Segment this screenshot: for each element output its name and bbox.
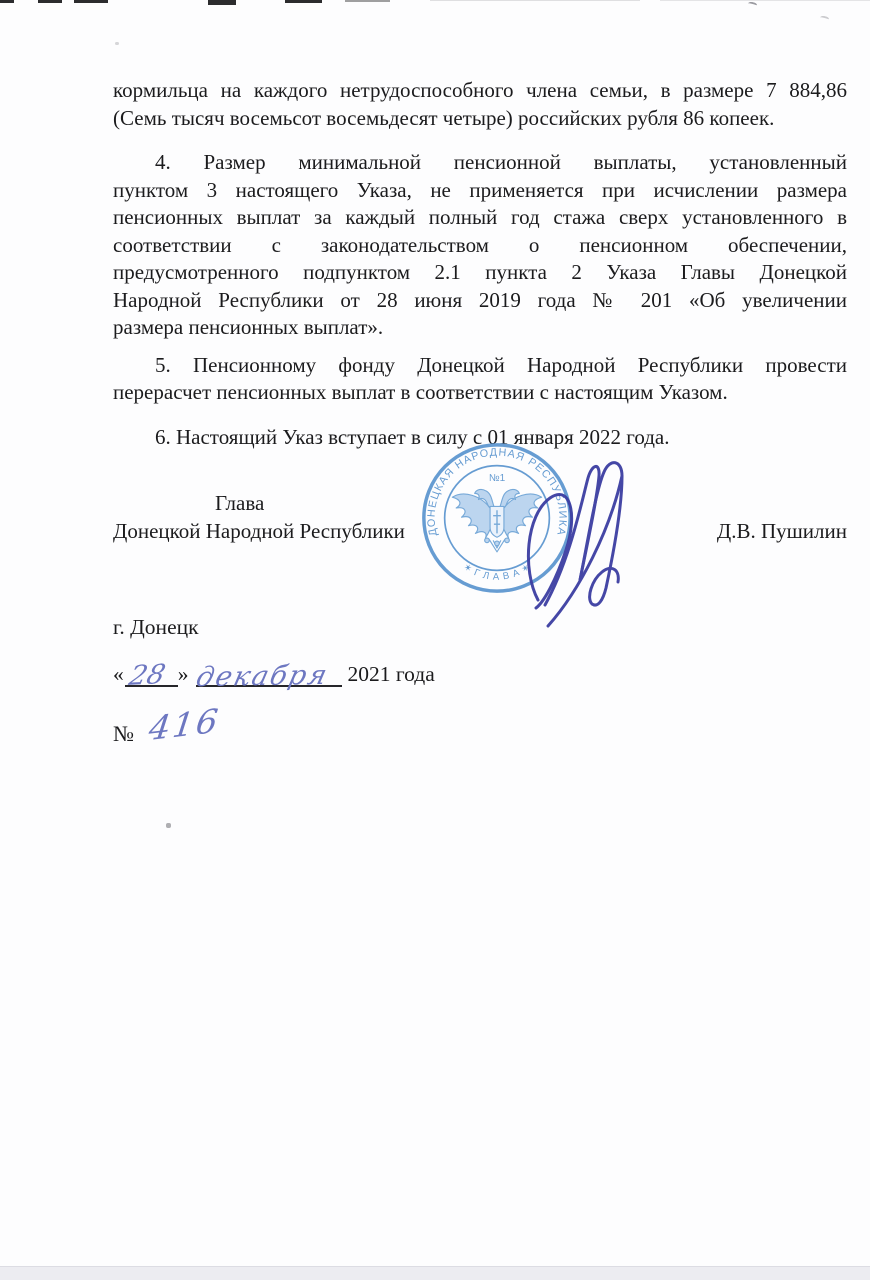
text-line: кормильца на каждого нетрудоспособного члена семьи, в размере 7 884,86 <box>113 78 847 102</box>
handwritten-number: 416 <box>146 700 223 749</box>
handwritten-month: декабря <box>192 659 332 694</box>
paragraph-carryover <box>113 77 847 132</box>
signer-name: Д.В. Пушилин <box>716 518 847 543</box>
handwritten-signature <box>500 440 660 630</box>
text-line: размера пенсионных выплат». <box>113 315 384 339</box>
stamp-ring-text: ДОНЕЦКАЯ НАРОДНАЯ РЕСПУБЛИКА <box>425 446 569 538</box>
text-line: пенсионных выплат за каждый полный год стажа сверх установленного в <box>113 205 847 229</box>
scan-speck <box>819 15 829 23</box>
stamp-number-label: №1 <box>488 473 506 485</box>
stamp-bottom-text: ✶ Г Л А В А ✶ <box>461 561 533 583</box>
signer-title-line2: Донецкой Народной Республики <box>113 518 405 543</box>
place-line: г. Донецк <box>113 615 199 639</box>
text-line: 5. Пенсионному фонду Донецкой Народной Республики провести <box>155 352 847 377</box>
numero-sign: № <box>113 721 134 746</box>
text-line: соответствии с законодательством о пенсионном обеспечении, <box>113 232 847 257</box>
text-line: 6. Настоящий Указ вступает в силу с 01 января 2022 года. <box>155 424 670 449</box>
scan-edge-dash <box>38 0 62 3</box>
year-suffix: 2021 года <box>347 662 435 686</box>
scan-edge-dash <box>0 0 14 3</box>
paragraph-5 <box>113 352 847 407</box>
scan-edge-dash <box>208 0 236 5</box>
close-quote: » <box>177 662 189 686</box>
scan-speck <box>115 42 119 45</box>
date-line <box>113 658 435 700</box>
text-line: перерасчет пенсионных выплат в соответствии с настоящим Указом. <box>113 380 728 404</box>
signer-title <box>113 490 463 545</box>
month-blank-line <box>192 658 342 694</box>
document-body <box>113 77 847 451</box>
text-line: 4. Размер минимальной пенсионной выплаты, установленный <box>155 150 847 174</box>
scan-edge-dash <box>74 0 108 3</box>
scan-edge-dash <box>285 0 322 3</box>
paragraph-4 <box>113 149 847 342</box>
scan-bottom-edge <box>0 1266 870 1280</box>
signer-title-line1: Глава <box>215 491 265 515</box>
day-blank-line <box>125 658 178 692</box>
scan-speck <box>747 1 757 9</box>
open-quote: « <box>113 662 124 686</box>
text-line: (Семь тысяч восемьсот восемьдесят четыре) российских рубля 86 копеек. <box>113 105 775 130</box>
text-line: Народной Республики от 28 июня 2019 года № 201 «Об увеличении <box>113 287 847 312</box>
scan-edge-line <box>660 0 870 1</box>
number-line <box>113 700 223 749</box>
text-line: пунктом 3 настоящего Указа, не применяется при исчислении размера <box>113 177 847 202</box>
text-line: предусмотренного подпунктом 2.1 пункта 2 Указа Главы Донецкой <box>113 260 847 284</box>
scan-edge-line <box>430 0 640 1</box>
scan-speck <box>166 823 171 828</box>
handwritten-day: 28 <box>125 659 168 692</box>
scan-edge-dash <box>345 0 390 2</box>
